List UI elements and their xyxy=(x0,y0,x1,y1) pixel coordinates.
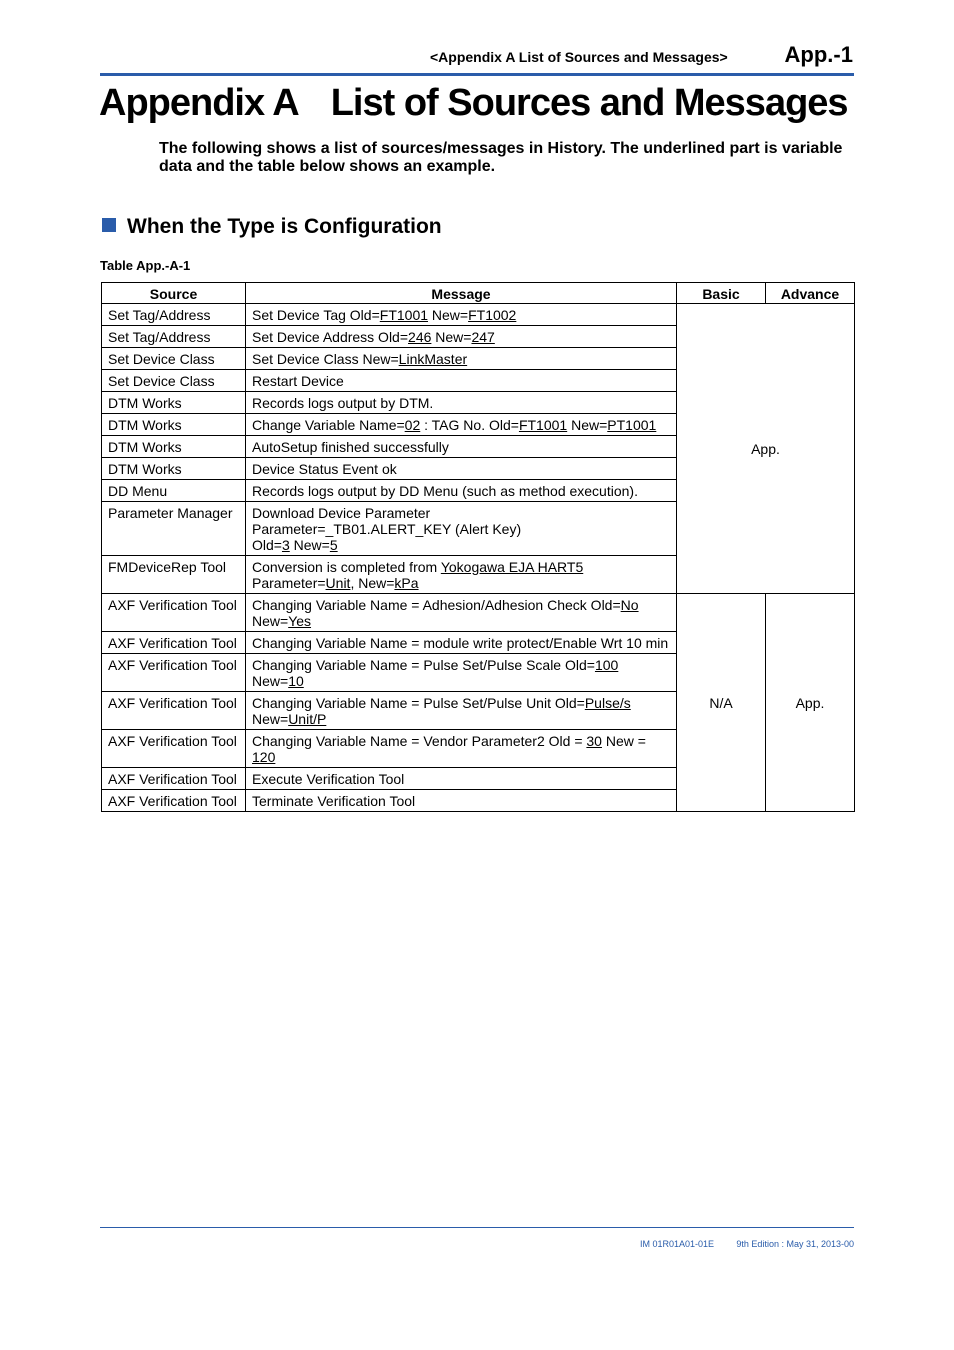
message-text: Changing Variable Name = Adhesion/Adhesion Check Old= xyxy=(252,597,621,613)
message-text: New= xyxy=(428,307,469,323)
source-cell: DTM Works xyxy=(102,414,246,436)
message-cell xyxy=(246,790,677,812)
section-heading-text: When the Type is Configuration xyxy=(127,215,442,238)
source-cell: AXF Verification Tool xyxy=(102,632,246,654)
page-title-part2: List of Sources and Messages xyxy=(330,82,848,124)
message-text: New= xyxy=(252,673,289,689)
source-cell: AXF Verification Tool xyxy=(102,790,246,812)
message-cell xyxy=(246,654,677,692)
source-cell: AXF Verification Tool xyxy=(102,654,246,692)
message-text: Parameter= xyxy=(252,575,326,591)
message-text: : TAG No. Old= xyxy=(420,417,519,433)
message-text: Download Device Parameter xyxy=(252,505,431,521)
source-cell: AXF Verification Tool xyxy=(102,692,246,730)
variable-data: 246 xyxy=(408,329,432,345)
source-cell: Set Device Class xyxy=(102,370,246,392)
variable-data: 120 xyxy=(252,749,276,765)
variable-data: 10 xyxy=(288,673,304,689)
message-text: Changing Variable Name = Pulse Set/Pulse Unit Old= xyxy=(252,695,585,711)
source-cell: DD Menu xyxy=(102,480,246,502)
running-header-title: <Appendix A List of Sources and Messages> xyxy=(430,49,728,65)
variable-data: FT1001 xyxy=(518,417,568,433)
message-text: Execute Verification Tool xyxy=(252,771,405,787)
variable-data: 02 xyxy=(404,417,421,433)
source-cell: DTM Works xyxy=(102,392,246,414)
footer-edition: 9th Edition : May 31, 2013-00 xyxy=(736,1239,854,1249)
message-cell xyxy=(246,348,677,370)
message-text: New= xyxy=(289,537,330,553)
header-advance: Advance xyxy=(766,283,855,304)
message-text: Device Status Event ok xyxy=(252,461,397,477)
source-cell: AXF Verification Tool xyxy=(102,730,246,768)
variable-data: LinkMaster xyxy=(398,351,468,367)
source-cell: Set Tag/Address xyxy=(102,326,246,348)
variable-data: Yes xyxy=(288,613,312,629)
message-text: New= xyxy=(252,613,289,629)
message-cell xyxy=(246,326,677,348)
message-cell xyxy=(246,304,677,326)
table-caption: Table App.-A-1 xyxy=(100,258,191,273)
page-title-part1: Appendix A xyxy=(99,82,299,124)
message-text: , New= xyxy=(350,575,395,591)
message-cell xyxy=(246,370,677,392)
variable-data: 3 xyxy=(281,537,290,553)
message-cell xyxy=(246,730,677,768)
variable-data: 247 xyxy=(471,329,495,345)
variable-data: FT1001 xyxy=(379,307,429,323)
footer-divider xyxy=(100,1227,854,1228)
message-text: Set Device Address Old= xyxy=(252,329,409,345)
page-number: App.-1 xyxy=(784,42,853,67)
message-text: Set Device Tag Old= xyxy=(252,307,380,323)
message-text: Conversion is completed from xyxy=(252,559,441,575)
message-text: New= xyxy=(431,329,472,345)
header-source: Source xyxy=(102,283,246,304)
section-heading xyxy=(102,215,442,239)
message-cell xyxy=(246,458,677,480)
variable-data: PT1001 xyxy=(607,417,657,433)
source-cell: Set Device Class xyxy=(102,348,246,370)
message-text: Old= xyxy=(252,537,282,553)
variable-data: 30 xyxy=(586,733,602,749)
message-cell xyxy=(246,502,677,556)
message-text: AutoSetup finished successfully xyxy=(252,439,449,455)
message-text: Changing Variable Name = Vendor Parameter2 Old = xyxy=(252,733,587,749)
message-text: New= xyxy=(252,711,289,727)
basic-advance-cell: App. xyxy=(677,304,855,594)
variable-data: 5 xyxy=(329,537,338,553)
table-row xyxy=(102,304,855,326)
message-text: Records logs output by DTM. xyxy=(252,395,434,411)
advance-cell: App. xyxy=(766,594,855,812)
source-cell: AXF Verification Tool xyxy=(102,594,246,632)
variable-data: No xyxy=(620,597,639,613)
basic-cell: N/A xyxy=(677,594,766,812)
message-cell xyxy=(246,594,677,632)
message-text: Parameter=_TB01.ALERT_KEY (Alert Key) xyxy=(252,521,522,537)
sources-messages-table xyxy=(101,282,855,812)
variable-data: kPa xyxy=(394,575,419,591)
table-row xyxy=(102,594,855,632)
message-text: Changing Variable Name = module write protect/Enable Wrt 10 min xyxy=(252,635,669,651)
message-text: New = xyxy=(601,733,646,749)
header-message: Message xyxy=(246,283,677,304)
message-cell xyxy=(246,768,677,790)
variable-data: Unit/P xyxy=(288,711,327,727)
message-text: Records logs output by DD Menu (such as method execution). xyxy=(252,483,638,499)
message-text: Terminate Verification Tool xyxy=(252,793,416,809)
source-cell: Set Tag/Address xyxy=(102,304,246,326)
message-cell xyxy=(246,632,677,654)
message-text: Restart Device xyxy=(252,373,344,389)
table-header-row xyxy=(102,283,855,304)
filled-square-icon xyxy=(102,218,116,232)
variable-data: 100 xyxy=(594,657,619,673)
header-basic: Basic xyxy=(677,283,766,304)
message-text: New= xyxy=(567,417,608,433)
message-text: Set Device Class New= xyxy=(252,351,399,367)
intro-paragraph: The following shows a list of sources/messages in History. The underlined part is variable data and the table below shows an example. xyxy=(159,140,843,175)
message-cell xyxy=(246,392,677,414)
message-text: Changing Variable Name = Pulse Set/Pulse Scale Old= xyxy=(252,657,595,673)
page-title xyxy=(99,82,848,125)
message-cell xyxy=(246,692,677,730)
source-cell: FMDeviceRep Tool xyxy=(102,556,246,594)
message-cell xyxy=(246,480,677,502)
message-cell xyxy=(246,556,677,594)
table-body xyxy=(102,304,855,812)
variable-data: Pulse/s xyxy=(584,695,631,711)
header-divider xyxy=(100,73,854,76)
variable-data: Unit xyxy=(325,575,351,591)
source-cell: Parameter Manager xyxy=(102,502,246,556)
source-cell: DTM Works xyxy=(102,436,246,458)
source-cell: DTM Works xyxy=(102,458,246,480)
footer-doc-id: IM 01R01A01-01E xyxy=(640,1239,715,1249)
message-cell xyxy=(246,414,677,436)
variable-data: FT1002 xyxy=(468,307,517,323)
message-cell xyxy=(246,436,677,458)
message-text: Change Variable Name= xyxy=(252,417,405,433)
source-cell: AXF Verification Tool xyxy=(102,768,246,790)
variable-data: Yokogawa EJA HART5 xyxy=(440,559,584,575)
